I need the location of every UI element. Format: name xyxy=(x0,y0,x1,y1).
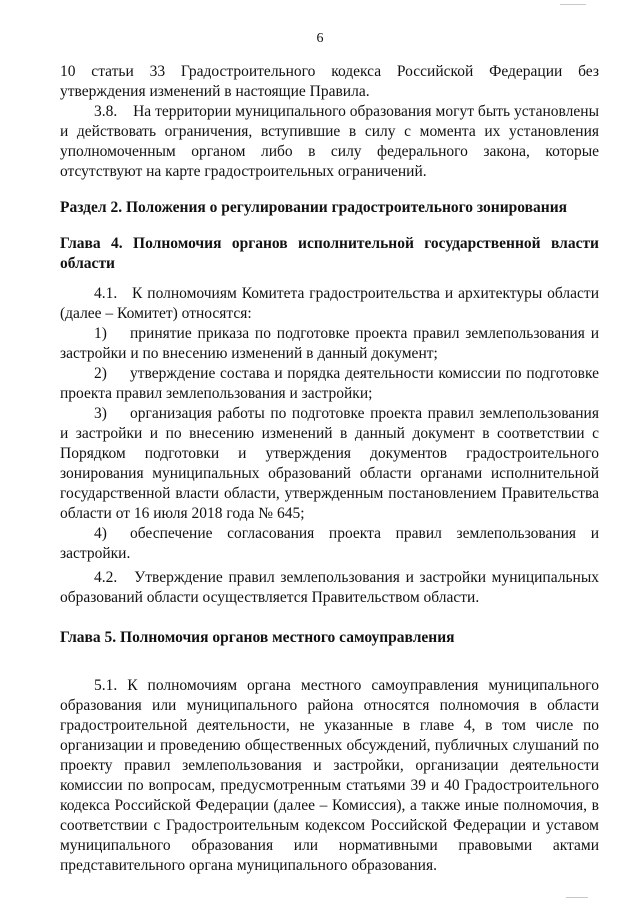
section-heading: Раздел 2. Положения о регулировании градостроительного зонирования xyxy=(60,199,568,216)
chapter-4-heading: Глава 4. Полномочия органов исполнительной государственной власти области xyxy=(60,235,599,272)
document-body xyxy=(60,62,599,876)
list-item-number: 1) xyxy=(94,325,107,342)
chapter-5-heading: Глава 5. Полномочия органов местного самоуправления xyxy=(60,629,455,646)
paragraph-4-2: 4.2. Утверждение правил землепользования и застройки муниципальных образований области осуществляется Правительством области. xyxy=(60,569,599,606)
list-item xyxy=(60,524,599,564)
list-item xyxy=(60,324,599,364)
paragraph-3-8: 3.8. На территории муниципального образования могут быть установлены и действовать ограничения, вступившие в силу с момента их установления уполномоченным органом либо в силу федерального закона, которые отсутствуют на карте градостроительных ограничений. xyxy=(60,103,599,180)
list-item-number: 3) xyxy=(94,405,107,422)
page-number: 6 xyxy=(316,31,324,46)
list-item-text: утверждение состава и порядка деятельности комиссии по подготовке проекта правил землепользования и застройки; xyxy=(60,365,599,402)
list-item-number: 4) xyxy=(94,525,107,542)
paragraph-5-1: 5.1. К полномочиям органа местного самоуправления муниципального образования или муниципального района относятся полномочия в области градостроительной деятельности, не указанные в главе 4, в том числе по организации и проведению общественных обсуждений, публичных слушаний по проекту правил землепользования и застройки, организации деятельности комиссии по вопросам, предусмотренным статьями 39 и 40 Градостроительного кодекса Российской Федерации (далее – Комиссия), а также иные полномочия, в соответствии с Градостроительным кодексом Российской Федерации и уставом муниципального образования или нормативными правовыми актами представительного органа муниципального образования. xyxy=(60,677,599,874)
scan-mark-bottom xyxy=(566,897,588,898)
powers-list xyxy=(60,324,599,564)
paragraph-4-1: 4.1. К полномочиям Комитета градостроительства и архитектуры области (далее – Комитет) относятся: xyxy=(60,285,599,322)
list-item xyxy=(60,404,599,524)
paragraph-continuation: 10 статьи 33 Градостроительного кодекса Российской Федерации без утверждения изменений в настоящие Правила. xyxy=(60,63,599,100)
list-item-number: 2) xyxy=(94,365,107,382)
scan-mark-top xyxy=(560,4,586,5)
list-item-text: принятие приказа по подготовке проекта правил землепользования и застройки и по внесению изменений в данный документ; xyxy=(60,325,599,362)
list-item-text: обеспечение согласования проекта правил землепользования и застройки. xyxy=(60,525,599,562)
list-item xyxy=(60,364,599,404)
list-item-text: организация работы по подготовке проекта правил землепользования и застройки и по внесению изменений в данный документ в соответствии с Порядком подготовки и утверждения документов градостроительного зонирования муниципальных образований области органами исполнительной государственной власти области, утвержденным постановлением Правительства области от 16 июля 2018 года № 645; xyxy=(60,405,599,522)
